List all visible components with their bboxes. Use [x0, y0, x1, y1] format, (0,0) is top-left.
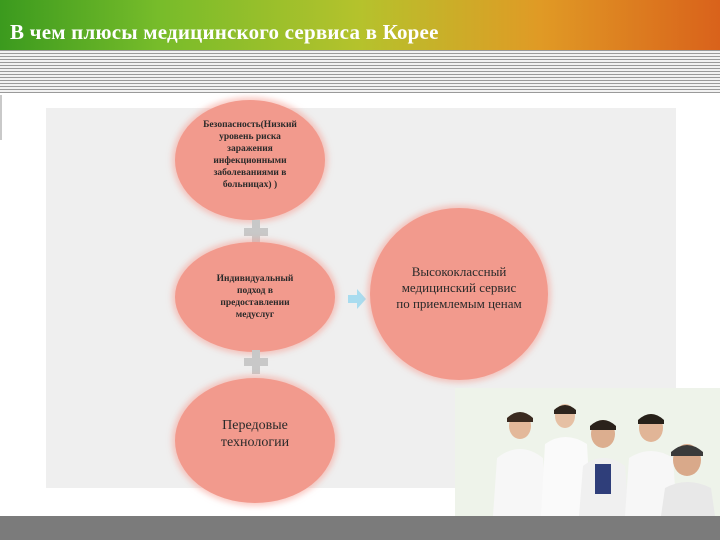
arrow-right-icon	[348, 288, 366, 310]
node-result	[370, 208, 548, 380]
node-technology	[175, 378, 335, 503]
footer-bar	[0, 516, 720, 540]
doctors-illustration	[455, 388, 720, 516]
node-result-label: Высококлассный медицинский сервис по приемлемым ценам	[396, 264, 522, 311]
doctors-photo	[455, 388, 720, 516]
left-accent-line	[0, 95, 2, 140]
plus-icon	[244, 350, 268, 374]
node-technology-label: Передовые технологии	[220, 417, 290, 450]
node-individual	[175, 242, 335, 352]
node-safety-label: Безопасность(Низкий уровень риска заражения инфекционными заболеваниями в больницах) )	[203, 120, 297, 190]
node-safety	[175, 100, 325, 220]
node-individual-label: Индивидуальный подход в предоставлении медуслуг	[216, 274, 294, 320]
slide-title: В чем плюсы медицинского сервиса в Корее	[10, 20, 439, 44]
striped-band	[0, 50, 720, 93]
title-bar	[0, 0, 720, 50]
plus-icon	[244, 220, 268, 244]
